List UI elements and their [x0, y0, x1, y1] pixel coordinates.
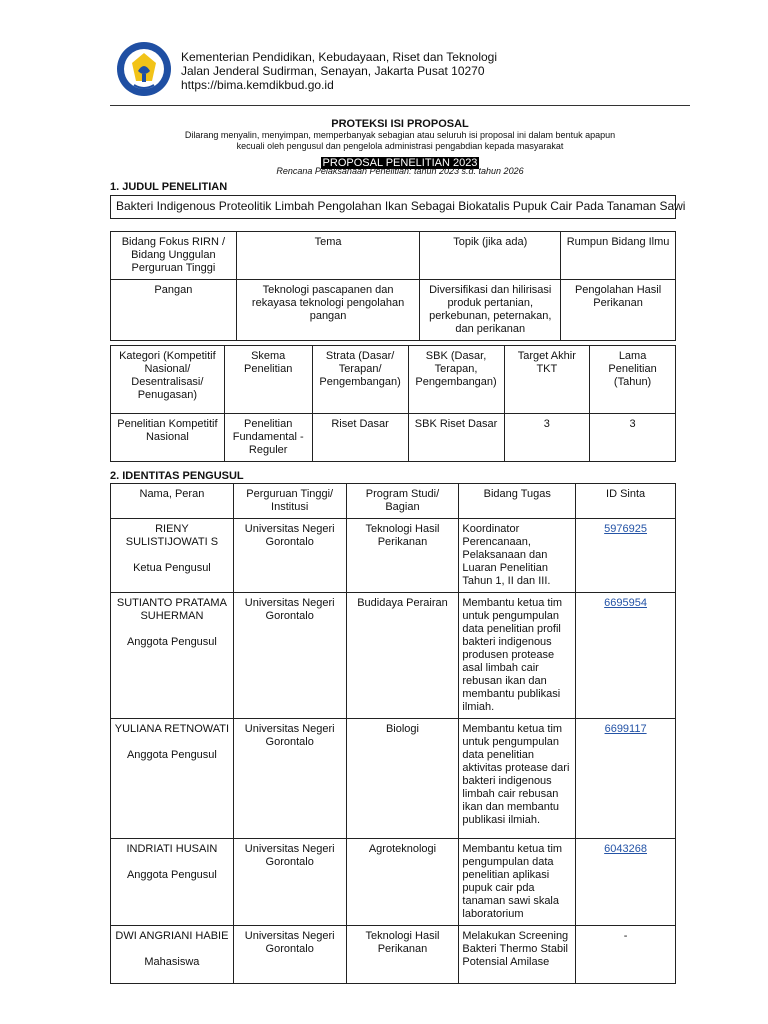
protection-title: PROTEKSI ISI PROPOSAL: [331, 118, 469, 130]
focus-header-topik: Topik (jika ada): [420, 232, 561, 280]
scheme-cell-kategori: Penelitian Kompetitif Nasional: [111, 414, 225, 462]
org-address: Jalan Jenderal Sudirman, Senayan, Jakarta Pusat 10270: [181, 64, 485, 78]
proposer-name-cell: [111, 719, 234, 839]
scheme-header-kategori: Kategori (Kompetitif Nasional/ Desentralisasi/ Penugasan): [111, 346, 225, 414]
sinta-link[interactable]: 5976925: [604, 523, 647, 535]
proposer-tugas: Membantu ketua tim untuk pengumpulan data penelitian profil bakteri indigenous produsen protease asal limbah cair rebusan ikan dan membantu publikasi ilmiah.: [459, 593, 576, 719]
focus-table-header: [111, 232, 676, 280]
proposer-name: SUTIANTO PRATAMA SUHERMAN: [116, 597, 227, 622]
proposer-sinta-cell: [576, 593, 676, 719]
proposer-prodi: Teknologi Hasil Perikanan: [346, 519, 459, 593]
proposer-name: DWI ANGRIANI HABIE: [115, 930, 229, 942]
section-identitas-heading: 2. IDENTITAS PENGUSUL: [110, 470, 244, 482]
proposer-institusi: Universitas Negeri Gorontalo: [233, 719, 346, 839]
table-row: [111, 839, 676, 926]
protection-note-line2: kecuali oleh pengusul dan pengelola administrasi pengabdian kepada masyarakat: [236, 141, 564, 151]
proposer-institusi: Universitas Negeri Gorontalo: [233, 519, 346, 593]
proposer-name: YULIANA RETNOWATI: [114, 723, 230, 735]
scheme-header-tkt: Target Akhir TKT: [504, 346, 590, 414]
sinta-link[interactable]: 6699117: [604, 723, 647, 735]
proposer-prodi: Teknologi Hasil Perikanan: [346, 926, 459, 984]
proposer-role: Anggota Pengusul: [126, 749, 217, 761]
table-row: [111, 926, 676, 984]
proposer-header-prodi: Program Studi/ Bagian: [346, 484, 459, 519]
scheme-header-sbk: SBK (Dasar, Terapan, Pengembangan): [408, 346, 504, 414]
focus-header-tema: Tema: [236, 232, 420, 280]
proposer-tugas: Koordinator Perencanaan, Pelaksanaan dan Luaran Penelitian Tahun 1, II dan III.: [459, 519, 576, 593]
proposer-role: Anggota Pengusul: [126, 636, 217, 648]
section-judul-heading: 1. JUDUL PENELITIAN: [110, 181, 228, 193]
proposer-role: Mahasiswa: [144, 956, 200, 968]
scheme-table-row: [111, 414, 676, 462]
header-divider: [110, 105, 690, 106]
proposer-tugas: Membantu ketua tim pengumpulan data penelitian aplikasi pupuk cair pda tanaman sawi skala laboratorium: [459, 839, 576, 926]
plan-period: Rencana Pelaksanaan Penelitian: tahun 2023 s.d. tahun 2026: [276, 166, 524, 176]
protection-note-line1: Dilarang menyalin, menyimpan, memperbanyak sebagian atau seluruh isi proposal ini dalam bentuk apapun: [184, 130, 616, 140]
focus-cell-tema: Teknologi pascapanen dan rekayasa teknologi pengolahan pangan: [236, 280, 420, 341]
scheme-table-header: [111, 346, 676, 414]
table-row: [111, 519, 676, 593]
proposer-header-sinta: ID Sinta: [576, 484, 676, 519]
scheme-cell-skema: Penelitian Fundamental - Reguler: [224, 414, 312, 462]
table-row: [111, 593, 676, 719]
protection-note: [110, 130, 690, 152]
proposer-name: INDRIATI HUSAIN: [126, 843, 218, 855]
proposer-tugas: Melakukan Screening Bakteri Thermo Stabil Potensial Amilase: [459, 926, 576, 984]
proposal-badge: PROPOSAL PENELITIAN 2023: [322, 157, 478, 169]
proposer-institusi: Universitas Negeri Gorontalo: [233, 593, 346, 719]
proposer-sinta-cell: [576, 719, 676, 839]
proposer-institusi: Universitas Negeri Gorontalo: [233, 839, 346, 926]
table-row: [111, 719, 676, 839]
ministry-logo: [116, 41, 172, 97]
scheme-cell-lama: 3: [590, 414, 676, 462]
focus-cell-rumpun: Pengolahan Hasil Perikanan: [561, 280, 676, 341]
proposer-sinta-cell: [576, 519, 676, 593]
proposer-institusi: Universitas Negeri Gorontalo: [233, 926, 346, 984]
sinta-link[interactable]: 6695954: [604, 597, 647, 609]
proposer-name: RIENY SULISTIJOWATI S: [125, 523, 219, 548]
proposer-header-tugas: Bidang Tugas: [459, 484, 576, 519]
focus-header-rumpun: Rumpun Bidang Ilmu: [561, 232, 676, 280]
scheme-cell-strata: Riset Dasar: [312, 414, 408, 462]
proposer-name-cell: [111, 593, 234, 719]
scheme-table: [110, 345, 676, 462]
proposer-sinta-cell: -: [576, 926, 676, 984]
proposer-sinta-cell: [576, 839, 676, 926]
proposer-name-cell: [111, 839, 234, 926]
organization-info: [181, 50, 497, 92]
proposer-role: Ketua Pengusul: [133, 562, 211, 574]
proposer-prodi: Biologi: [346, 719, 459, 839]
org-name: Kementerian Pendidikan, Kebudayaan, Riset dan Teknologi: [181, 50, 497, 64]
proposer-prodi: Budidaya Perairan: [346, 593, 459, 719]
scheme-header-lama: Lama Penelitian (Tahun): [590, 346, 676, 414]
proposer-header-nama: Nama, Peran: [111, 484, 234, 519]
proposer-name-cell: [111, 926, 234, 984]
focus-table: [110, 231, 676, 341]
scheme-cell-tkt: 3: [504, 414, 590, 462]
scheme-header-strata: Strata (Dasar/ Terapan/ Pengembangan): [312, 346, 408, 414]
sinta-link[interactable]: 6043268: [604, 843, 647, 855]
judul-box: Bakteri Indigenous Proteolitik Limbah Pengolahan Ikan Sebagai Biokatalis Pupuk Cair Pada Tanaman Sawi: [110, 195, 676, 219]
proposer-role: Anggota Pengusul: [126, 869, 217, 881]
proposer-header-institusi: Perguruan Tinggi/ Institusi: [233, 484, 346, 519]
org-website: https://bima.kemdikbud.go.id: [181, 78, 334, 92]
proposer-prodi: Agroteknologi: [346, 839, 459, 926]
focus-header-bidang: Bidang Fokus RIRN / Bidang Unggulan Perguruan Tinggi: [111, 232, 237, 280]
scheme-header-skema: Skema Penelitian: [224, 346, 312, 414]
proposer-tugas: Membantu ketua tim untuk pengumpulan data penelitian aktivitas protease dari bakteri indigenous limbah cair rebusan ikan dan membantu publikasi ilmiah.: [459, 719, 576, 839]
proposer-name-cell: [111, 519, 234, 593]
proposer-table-header: [111, 484, 676, 519]
focus-cell-bidang: Pangan: [111, 280, 237, 341]
proposer-table: [110, 483, 676, 984]
focus-cell-topik: Diversifikasi dan hilirisasi produk pertanian, perkebunan, peternakan, dan perikanan: [420, 280, 561, 341]
scheme-cell-sbk: SBK Riset Dasar: [408, 414, 504, 462]
focus-table-row: [111, 280, 676, 341]
